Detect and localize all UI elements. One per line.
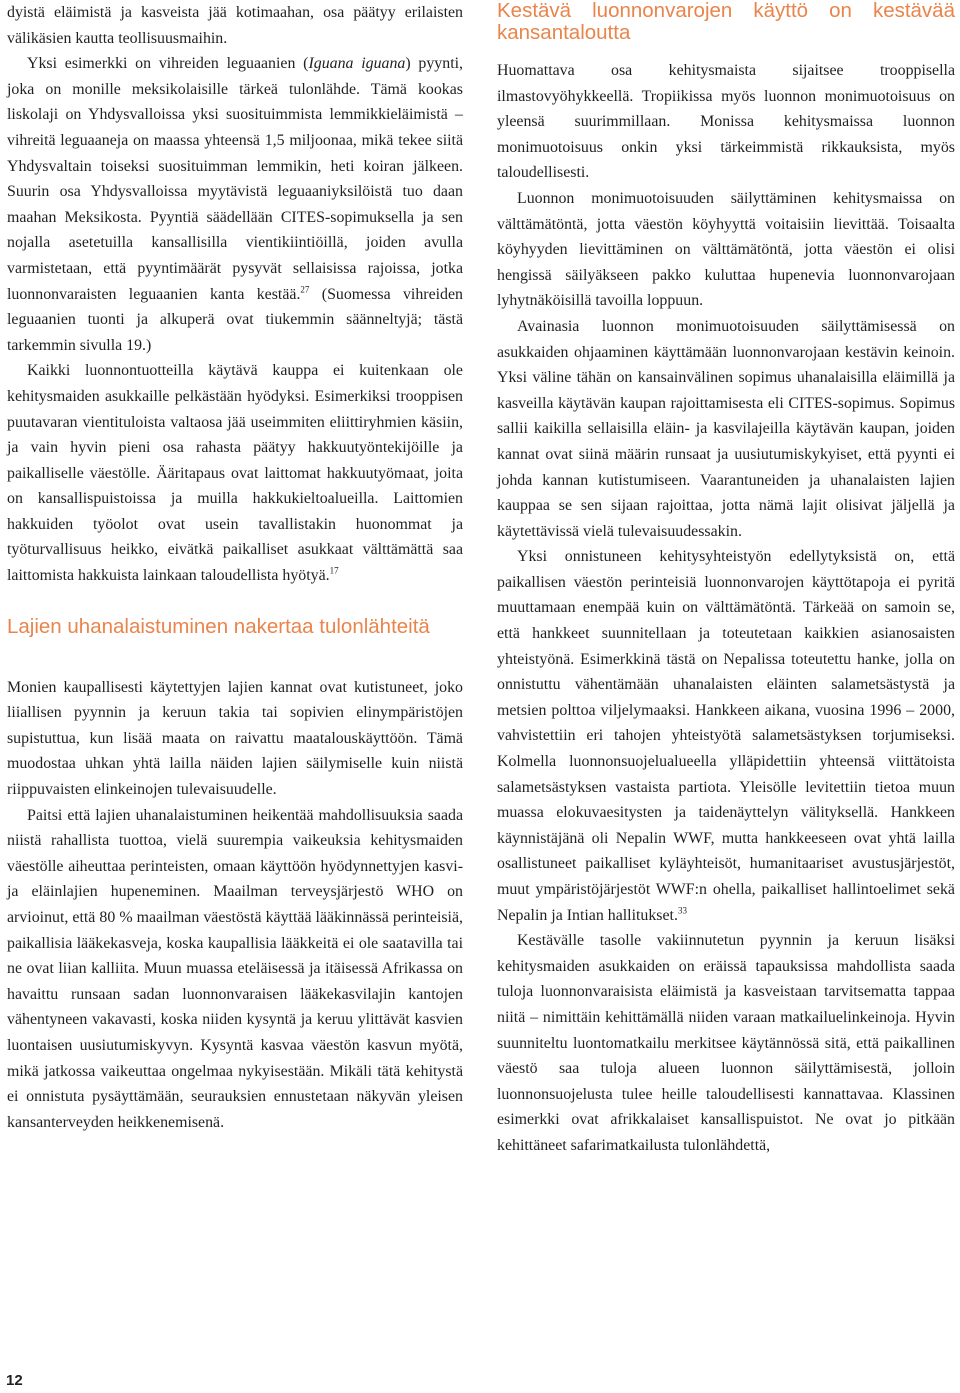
paragraph-left-1: dyistä eläimistä ja kasveista jää kotimaahan, osa päätyy erilaisten välikäsien kautta teollisuusmaihin. <box>7 4 463 47</box>
species-name-italic: Iguana iguana <box>308 55 406 73</box>
paragraph-right-4 <box>497 544 955 928</box>
paragraph-left-4: Monien kaupallisesti käytettyjen lajien kannat ovat kutistuneet, joko liiallisen pyynnin ja keruun takia tai sopivien elinympäristöjen supistuttua, kun lisää maata on raivattu maatalouskäyttöön. Tämä muodostaa uhkan yhtä lailla näiden lajien säilymiselle kuin niistä riippuvaisten elinkeinojen tulevaisuudelle. <box>7 678 463 799</box>
paragraph-left-2-text-b: ) pyynti, joka on monille meksikolaisille tärkeä tulonlähde. Tämä kookas liskolaji on Yhdysvalloissa yksi suosituimmista lemmikkieläimistä – vihreitä leguaaneja on maassa yhteensä 1,5 miljoonaa, mikä tekee siitä Yhdysvaltain toiseksi suosituimman lemmikin, heti koiran jälkeen. Suurin osa Yhdysvalloissa myytävistä leguaaniyksilöistä tuo daan maahan Meksikosta. Pyyntiä säädellään CITES-sopimuksella ja sen nojalla asetetuilla kansallisilla vientikiintiöillä, joiden avulla varmistetaan, että pyyntimäärät pysyvät sellaisissa rajoissa, jotka luonnonvaraisten leguaanien kanta kestää. <box>7 55 463 303</box>
page-number: 12 <box>6 1372 23 1389</box>
section-heading-right: Kestävä luonnonvarojen käyttö on kestävää kansantaloutta <box>497 0 955 44</box>
footnote-ref-27: 27 <box>300 284 310 295</box>
paragraph-left-3-text: Kaikki luonnontuotteilla käytävä kauppa ei kuitenkaan ole kehitysmaiden asukkaille pelkästään hyödyksi. Esimerkiksi trooppisen puutavaran vientituloista valtaosa jää useimmiten eliittiryhmien käsiin, ja vain hyvin pieni osa rahasta päätyy hakkuutyöntekijöille ja paikalliselle väestölle. Ääritapaus ovat laittomat hakkuutyömaat, joita on kansallispuistoissa ja muilla hakkukieltoalueilla. Laittomien hakkuiden työolot ovat usein tavallistakin huonommat ja työturvallisuus heikko, eivätkä paikalliset asukkaat välttämättä saa laittomista hakkuista lainkaan taloudellista hyötyä. <box>7 362 463 585</box>
section-heading-left: Lajien uhanalaistuminen nakertaa tulonlähteitä <box>7 614 430 638</box>
paragraph-right-3: Avainasia luonnon monimuotoisuuden säilyttämisessä on asukkaiden ohjaaminen käyttämään luonnonvarojaan kestävin keinoin. Yksi väline tähän on kansainvälinen sopimus uhanalaisilla eläimillä ja kasveilla käytävän kaupan rajoittamisesta eli CITES-sopimus. Sopimus sallii kaikilla sellaisilla eläin- ja kasvilajeilla käytävän kaupan, joiden kannat ovat siinä määrin runsaat ja uusiutumiskykyiset, että pyynti ei johda kannan kutistumiseen. Vaarantuneiden ja uhanalaisten lajien kauppaa se sen sijaan rajoittaa, jotta nämä lajit olisivat jäljellä ja käytettävissä vielä tulevaisuudessakin. <box>497 317 955 540</box>
paragraph-left-2 <box>7 51 463 358</box>
paragraph-right-1: Huomattava osa kehitysmaista sijaitsee trooppisella ilmastovyöhykkeellä. Tropiikissa myös luonnon monimuotoisuus on yleensä suurimmillaan. Monissa kehitysmaissa luonnon monimuotoisuus onkin yksi tärkeimmistä rikkauksista, myös taloudellisesti. <box>497 62 955 182</box>
paragraph-right-4-text: Yksi onnistuneen kehitysyhteistyön edellytyksistä on, että paikallisen väestön perinteisiä luonnonvarojen käyttötapoja ei pyritä muuttamaan enempää kuin on välttämätöntä. Tärkeää on samoin se, että hankkeet suunnitellaan ja toteutetaan kaikkien asianosaisten yhteistyönä. Esimerkkinä tästä on Nepalissa toteutettu hanke, jolla on onnistuttu vähentämään uhanalaisten eläinten salametsästystä ja metsien polttoa viljelymaaksi. Hankkeen aikana, vuosina 1996 – 2000, vahvistettiin eri tahojen yhteistyötä salametsästyksen torjumiseksi. Kolmella luonnonsuojelualueella ylläpidettiin yhteensä viittätoista salametsästyksen vastaista partiota. Yleisölle levitettiin tietoa muun muassa elokuvaesitysten ja taidenäyttelyn välityksellä. Hankkeen käynnistäjänä oli Nepalin WWF, mutta hankkeeseen ovat yhtä lailla osallistuneet paikalliset kyläyhteisöt, humanitaariset avustusjärjestöt, muut ympäristöjärjestöt WWF:n ohella, paikalliset hallintoelimet sekä Nepalin ja Intian hallitukset. <box>497 548 955 924</box>
paragraph-right-5: Kestävälle tasolle vakiinnutetun pyynnin ja keruun lisäksi kehitysmaiden asukkaiden on eräissä tapauksissa mahdollista saada tuloja luonnonvaraisista eläimistä ja kasveistaan tarvitsematta tappaa niitä – nimittäin kehittämällä niiden varaan matkailuelinkeinoja. Hyvin suunniteltu luontomatkailu merkitsee käytännössä sitä, että paikallinen väestö saa tuloja alueen luonnon säilyttämisestä, jolloin luonnonsuojelusta tulee heille taloudellisesti kannattavaa. Klassinen esimerkki ovat afrikkalaiset kansallispuistot. Ne ovat jo pitkään kehittäneet safarimatkailusta tulonlähdettä, <box>497 932 955 1154</box>
paragraph-right-2: Luonnon monimuotoisuuden säilyttäminen kehitysmaissa on välttämätöntä, jotta väestön köyhyyttä voitaisiin lievittää. Toisaalta köyhyyden lievittäminen on välttämätöntä, jotta väestön ei olisi hengissä säilyäkseen pakko kuluttaa hupenevia luonnonvarojaan lyhytnäköisillä tavoilla loppuun. <box>497 189 955 310</box>
footnote-ref-17: 17 <box>329 565 339 576</box>
right-column <box>497 0 955 1159</box>
left-column <box>7 0 463 1135</box>
paragraph-left-5: Paitsi että lajien uhanalaistuminen heikentää mahdollisuuksia saada niistä rahallista tuottoa, vielä suurempia vaikeuksia kehitysmaiden väestölle aiheuttaa perinteisten, omaan käyttöön hyödynnettyjen kasvi- ja eläinlajien hupeneminen. Maailman terveysjärjestö WHO on arvioinut, että 80 % maailman väestöstä käyttää lääkinnässä perinteisiä, paikallisia lääkekasveja, koska kaupallisia lääkkeitä ei ole saatavilla tai ne ovat liian kalliita. Muun muassa eteläisessä ja itäisessä Afrikassa on havaittu runsaan sadan luonnonvaraisen lääkekasvilajin kantojen vähentyneen vakavasti, koska niiden kysyntä ja keruu ylittävät kasvien luontaisen uusiutumiskyvyn. Kysyntä kasvaa väestön kasvun myötä, mikä jatkossa vaikeuttaa ongelmaa nykyisestään. Mikäli tätä kehitystä ei onnistuta pysäyttämään, seurauksien ennustetaan näkyvän yleisen kansanterveyden heikkenemisenä. <box>7 806 463 1131</box>
paragraph-left-2-text-c: (Suomessa vihreiden leguaanien tuonti ja alkuperä ovat tiukemmin säänneltyjä; tästä tarkemmin sivulla 19.) <box>7 285 463 354</box>
paragraph-left-2-text-a: Yksi esimerkki on vihreiden leguaanien ( <box>27 55 309 73</box>
footnote-ref-33: 33 <box>677 905 687 916</box>
paragraph-left-3 <box>7 358 463 588</box>
